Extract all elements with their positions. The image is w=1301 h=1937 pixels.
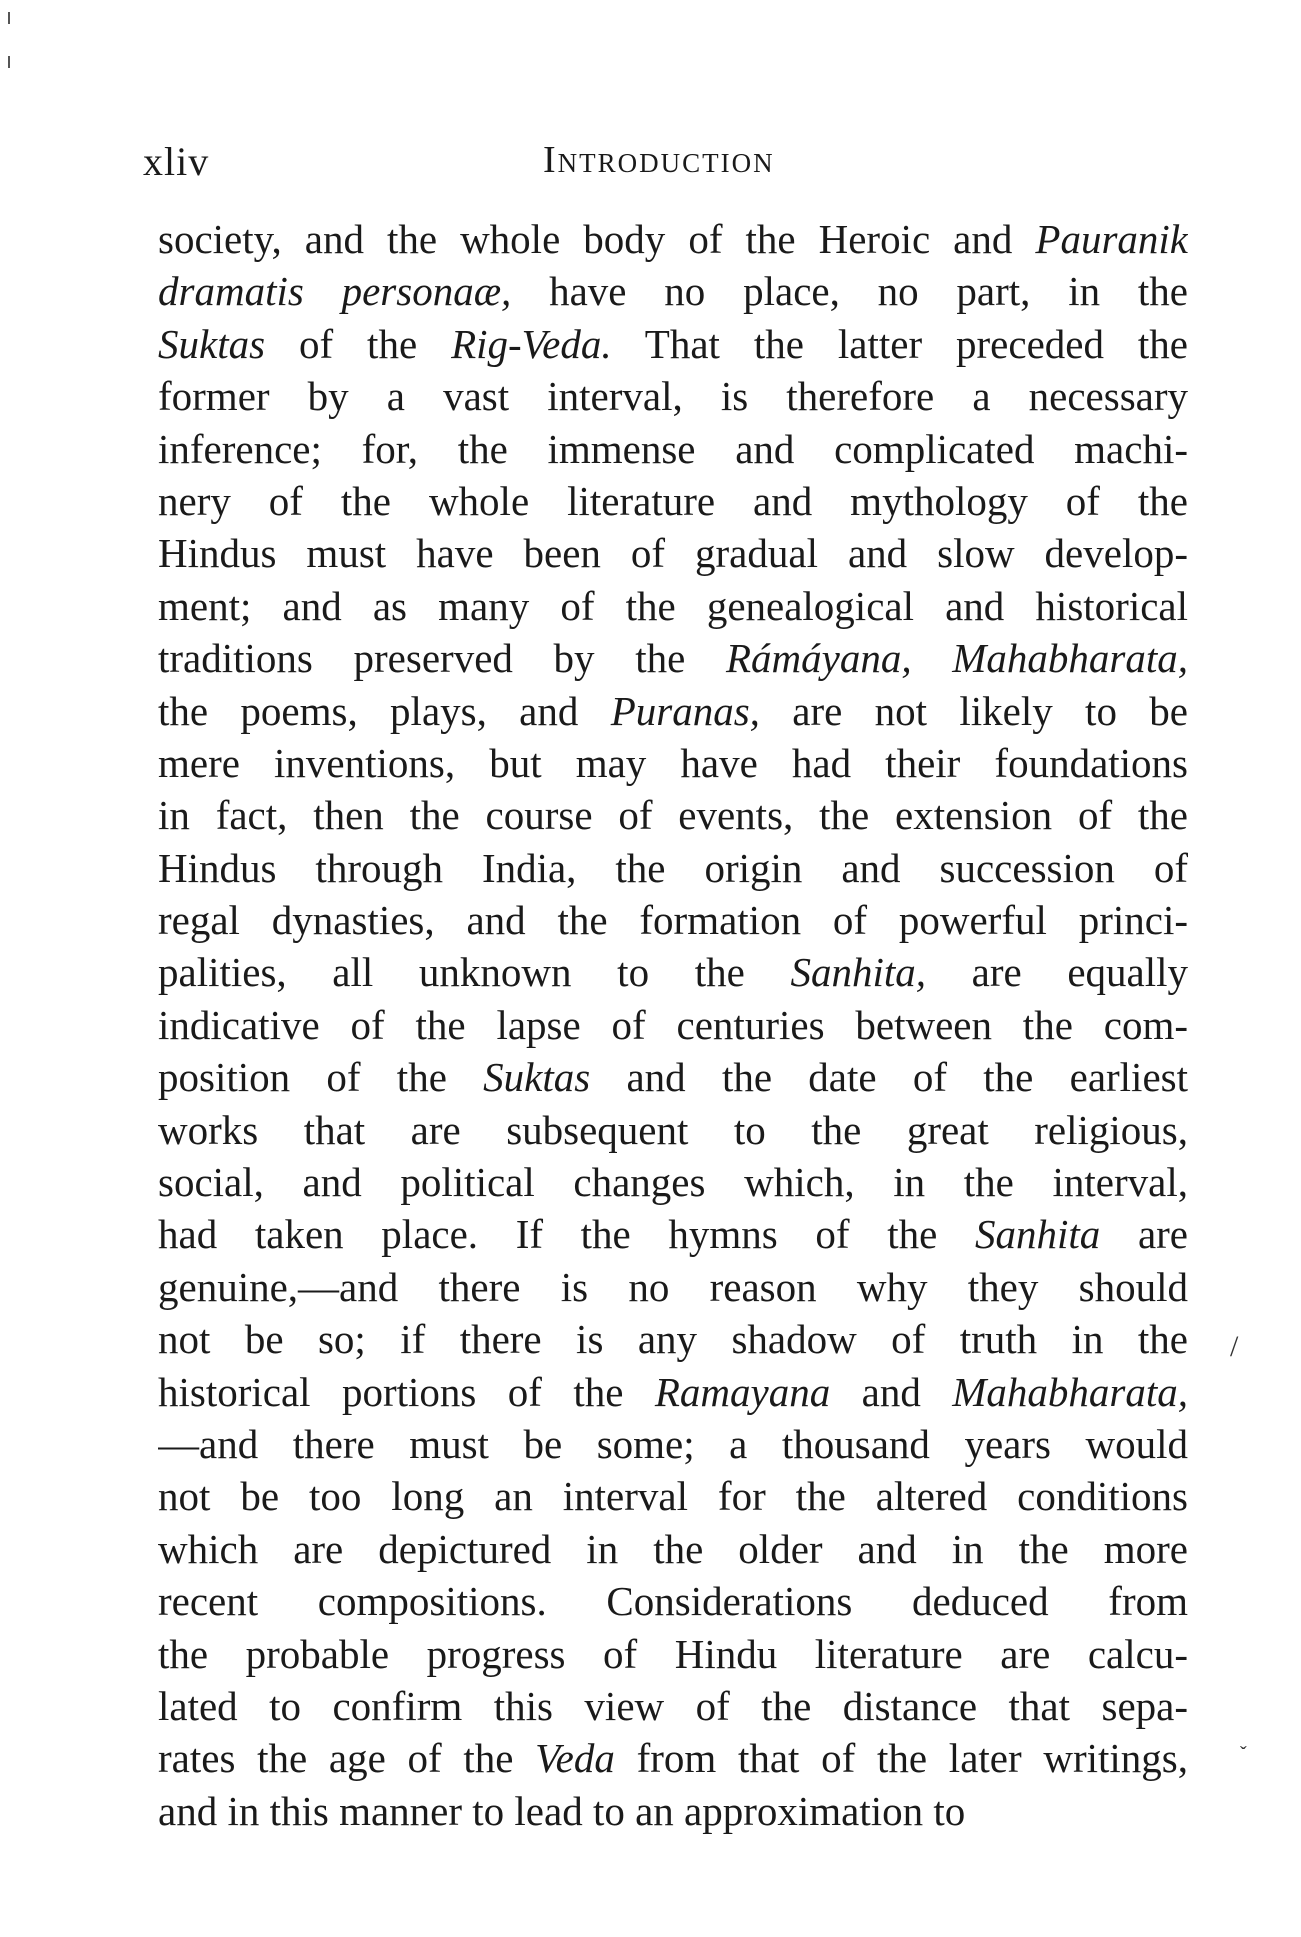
text-segment: Hindus must have been of gradual and slow develop- bbox=[158, 530, 1188, 577]
text-segment: rates the age of the bbox=[158, 1735, 536, 1782]
text-segment: works that are subsequent to the great religious, bbox=[158, 1106, 1188, 1153]
text-line bbox=[158, 475, 1188, 527]
text-line bbox=[158, 1418, 1188, 1470]
text-line bbox=[158, 842, 1188, 894]
text-segment: nery of the whole literature and mythology of the bbox=[158, 477, 1188, 524]
text-segment: traditions preserved by the bbox=[158, 635, 726, 682]
text-line bbox=[158, 632, 1188, 684]
italic-term: Suktas bbox=[483, 1054, 591, 1101]
text-segment: genuine,—and there is no reason why they should bbox=[158, 1263, 1188, 1310]
text-line bbox=[158, 265, 1188, 317]
text-segment: lated to confirm this view of the distance that sepa- bbox=[158, 1682, 1188, 1729]
text-segment: are not likely to be bbox=[759, 687, 1188, 734]
text-segment: —and there must be some; a thousand years would bbox=[158, 1420, 1188, 1467]
text-line bbox=[158, 1628, 1188, 1680]
text-segment: position of the bbox=[158, 1054, 484, 1101]
text-line bbox=[158, 1261, 1188, 1313]
italic-term: Veda bbox=[535, 1735, 615, 1782]
italic-term: Sanhita, bbox=[790, 949, 926, 996]
italic-term: Suktas bbox=[158, 320, 266, 367]
text-line bbox=[158, 685, 1188, 737]
page-number: xliv bbox=[143, 139, 210, 184]
text-segment: have no place, no part, in the bbox=[511, 268, 1188, 315]
margin-mark: / bbox=[1230, 1330, 1239, 1363]
text-line bbox=[158, 213, 1188, 265]
text-line bbox=[158, 1680, 1188, 1732]
text-line bbox=[158, 527, 1188, 579]
text-segment: indicative of the lapse of centuries between the com- bbox=[158, 1001, 1188, 1048]
italic-term: Puranas, bbox=[610, 687, 760, 734]
text-line bbox=[158, 1366, 1188, 1418]
text-segment: of the bbox=[265, 320, 452, 367]
text-segment: and the date of the earliest bbox=[590, 1054, 1188, 1101]
italic-term: dramatis personaæ, bbox=[158, 268, 512, 315]
italic-term: Rámáyana, Mahabharata, bbox=[725, 635, 1188, 682]
text-line bbox=[158, 1156, 1188, 1208]
running-head-title: Introduction bbox=[543, 139, 775, 181]
text-segment: the poems, plays, and bbox=[158, 687, 611, 734]
text-segment: not be too long an interval for the altered conditions bbox=[158, 1473, 1188, 1520]
text-segment: and in this manner to lead to an approximation to bbox=[158, 1787, 966, 1834]
text-segment: and bbox=[830, 1368, 953, 1415]
scan-edge-mark bbox=[8, 12, 10, 24]
text-line bbox=[158, 1732, 1188, 1784]
text-segment: inference; for, the immense and complicated machi- bbox=[158, 425, 1188, 472]
italic-term: Mahabharata, bbox=[952, 1368, 1188, 1415]
text-segment: which are depictured in the older and in the more bbox=[158, 1525, 1188, 1572]
text-segment: former by a vast interval, is therefore a necessary bbox=[158, 373, 1188, 420]
text-line bbox=[158, 999, 1188, 1051]
text-line bbox=[158, 1470, 1188, 1522]
text-line bbox=[158, 370, 1188, 422]
text-segment: not be so; if there is any shadow of truth in the bbox=[158, 1316, 1188, 1363]
text-line bbox=[158, 946, 1188, 998]
text-line bbox=[158, 1313, 1188, 1365]
text-line bbox=[158, 894, 1188, 946]
text-line bbox=[158, 1785, 1188, 1837]
text-segment: are bbox=[1100, 1211, 1188, 1258]
text-segment: mere inventions, but may have had their foundations bbox=[158, 739, 1188, 786]
italic-term: Sanhita bbox=[974, 1211, 1101, 1258]
text-segment: That the latter preceded the bbox=[611, 320, 1188, 367]
text-segment: palities, all unknown to the bbox=[158, 949, 791, 996]
text-line bbox=[158, 1104, 1188, 1156]
body-text bbox=[158, 213, 1188, 1837]
text-line bbox=[158, 318, 1188, 370]
running-head bbox=[143, 138, 1213, 188]
text-segment: had taken place. If the hymns of the bbox=[158, 1211, 975, 1258]
text-line bbox=[158, 1208, 1188, 1260]
text-line bbox=[158, 1523, 1188, 1575]
text-segment: in fact, then the course of events, the extension of the bbox=[158, 792, 1188, 839]
text-segment: the probable progress of Hindu literature are calcu- bbox=[158, 1630, 1188, 1677]
text-segment: recent compositions. Considerations deduced from bbox=[158, 1578, 1188, 1625]
text-line bbox=[158, 423, 1188, 475]
italic-term: Rig-Veda. bbox=[451, 320, 612, 367]
scan-edge-mark bbox=[8, 56, 10, 68]
text-line bbox=[158, 737, 1188, 789]
margin-mark: ˇ bbox=[1240, 1743, 1247, 1765]
italic-term: Ramayana bbox=[654, 1368, 831, 1415]
text-segment: society, and the whole body of the Heroic and bbox=[158, 216, 1036, 262]
text-line bbox=[158, 1051, 1188, 1103]
text-line bbox=[158, 1575, 1188, 1627]
text-line bbox=[158, 580, 1188, 632]
text-segment: social, and political changes which, in the interval, bbox=[158, 1159, 1188, 1206]
text-segment: regal dynasties, and the formation of powerful princi- bbox=[158, 897, 1188, 944]
text-segment: are equally bbox=[925, 949, 1188, 996]
text-segment: from that of the later writings, bbox=[614, 1735, 1188, 1782]
text-segment: ment; and as many of the genealogical and historical bbox=[158, 582, 1188, 629]
text-segment: Hindus through India, the origin and succession of bbox=[158, 844, 1188, 891]
text-segment: historical portions of the bbox=[158, 1368, 655, 1415]
text-line bbox=[158, 789, 1188, 841]
italic-term: Pauranik bbox=[1035, 216, 1188, 262]
